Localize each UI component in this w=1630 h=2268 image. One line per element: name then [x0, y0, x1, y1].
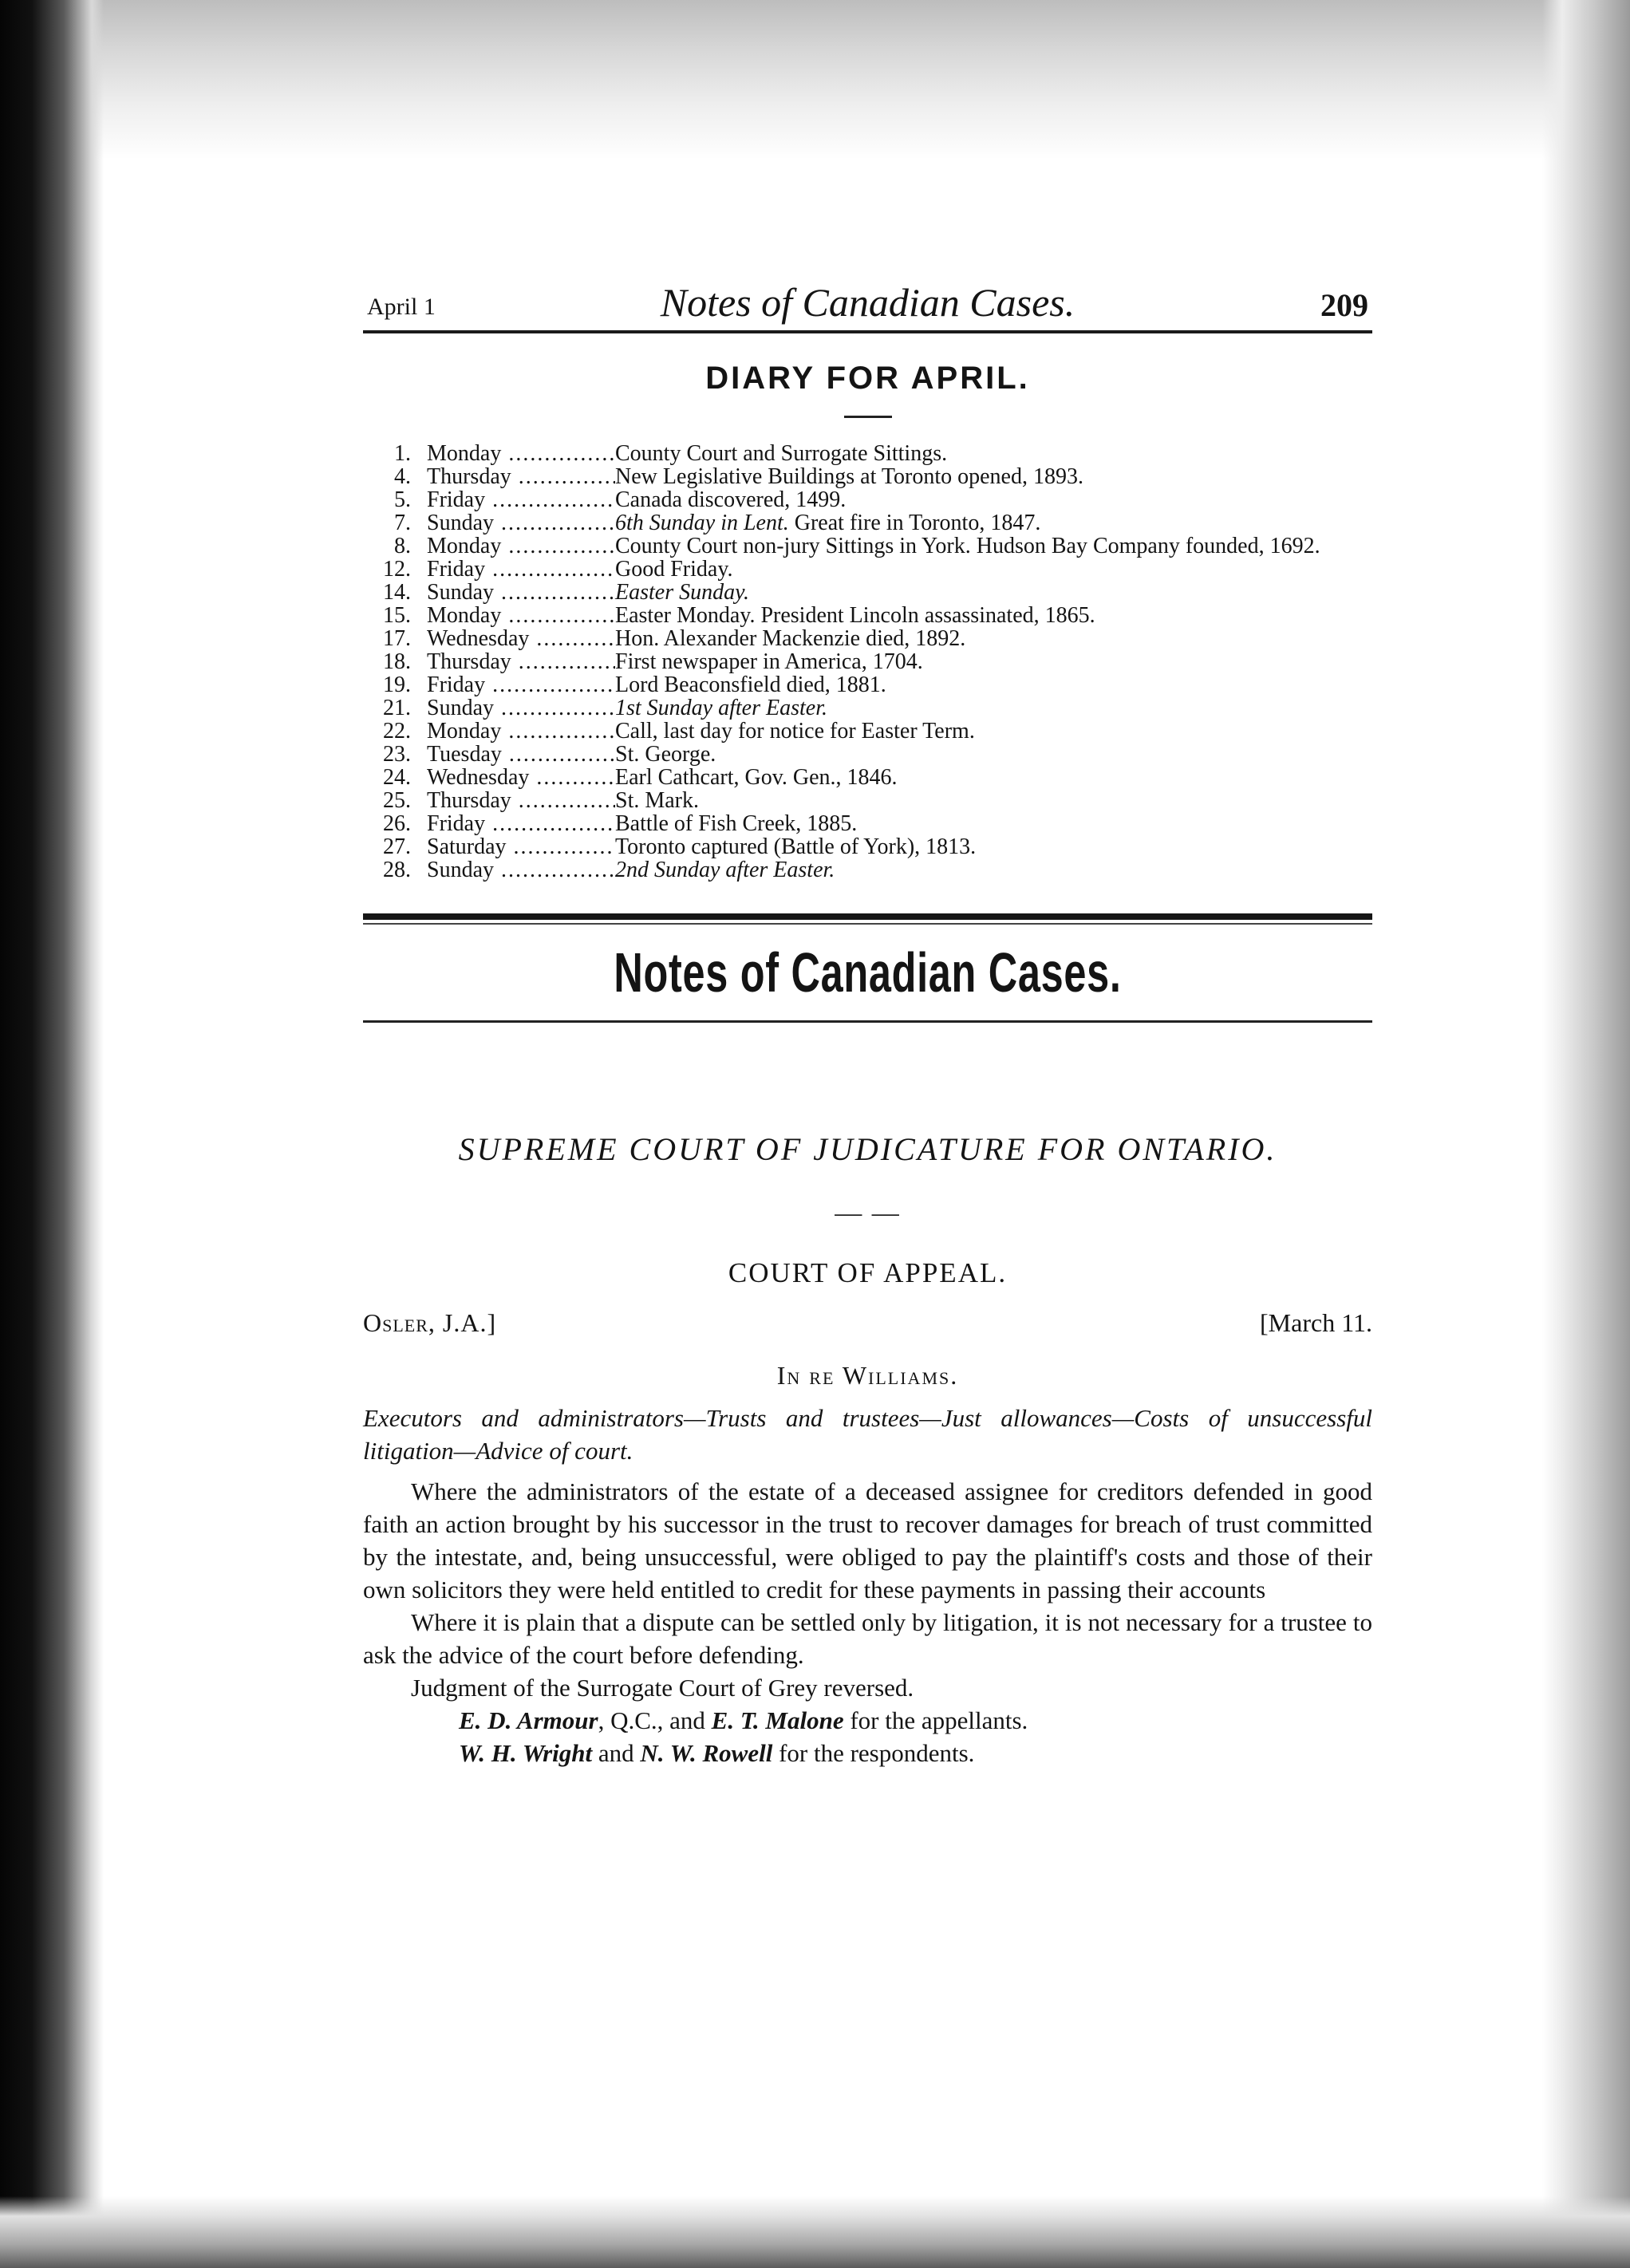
diary-entry-day: Sunday ..... — [427, 858, 615, 882]
document-page — [363, 271, 1372, 1769]
diary-entry-number: 18. — [383, 649, 411, 674]
diary-entry-day: Monday ..... — [427, 534, 615, 558]
diary-entry-number: 26. — [383, 811, 411, 836]
section-title: Notes of Canadian Cases. — [614, 941, 1122, 1004]
diary-entry-number: 21. — [383, 696, 411, 720]
diary-entry-day: Monday ..... — [427, 604, 615, 627]
diary-entry-text: Good Friday. — [615, 557, 733, 582]
diary-entry-text: Easter Monday. President Lincoln assassinated, 1865. — [615, 603, 1095, 628]
diary-entry-day: Sunday ..... — [427, 696, 615, 720]
diary-entry-event — [615, 465, 1372, 488]
scan-bottom-edge — [0, 2196, 1630, 2268]
case-body — [363, 1475, 1372, 1769]
headnote: Executors and administrators—Trusts and trustees—Just allowances—Costs of unsuccessful litigation—Advice of court. — [363, 1404, 1372, 1465]
counsel-respondents — [363, 1737, 1372, 1769]
diary-entry-day: Wednesday ..... — [427, 627, 615, 650]
counsel-name: W. H. Wright — [459, 1739, 593, 1767]
separator: — — — [835, 1198, 901, 1228]
diary-entry-text: Canada discovered, 1499. — [615, 487, 847, 512]
counsel-text: for the appellants. — [843, 1706, 1028, 1734]
diary-entry-event — [615, 534, 1372, 558]
diary-entry-event — [615, 673, 1372, 696]
diary-entry-text: Great fire in Toronto, 1847. — [788, 511, 1041, 535]
diary-entry-number: 19. — [383, 673, 411, 697]
diary-entry-event — [615, 858, 1372, 882]
diary-entry-number: 12. — [383, 557, 411, 582]
court-title: SUPREME COURT OF JUDICATURE FOR ONTARIO. — [458, 1131, 1277, 1167]
diary-entry-italic: 2nd Sunday after Easter. — [615, 858, 835, 882]
diary-entry-day: Monday ..... — [427, 720, 615, 743]
diary-entry — [363, 789, 1372, 812]
diary-entry-number: 1. — [394, 441, 411, 466]
paragraph-1: Where the administrators of the estate of a deceased assignee for creditors defended in good faith an action brought by his successor in the trust to recover damages for breach of trust committed by the intestate, and, being unsuccessful, were obliged to pay the plaintiff's costs and those of their own solicitors they were held entitled to credit for these payments in passing their accounts — [363, 1477, 1372, 1603]
diary-entry-text: Lord Beaconsfield died, 1881. — [615, 673, 886, 697]
diary-entry-event — [615, 650, 1372, 673]
diary-entry-number: 7. — [394, 511, 411, 535]
subcourt-title: COURT OF APPEAL. — [728, 1257, 1008, 1288]
counsel-name: N. W. Rowell — [640, 1739, 773, 1767]
diary-entry-day: Saturday ..... — [427, 835, 615, 858]
page-number: 209 — [1320, 287, 1368, 323]
diary-entry-number: 24. — [383, 765, 411, 790]
diary-entry-text: County Court and Surrogate Sittings. — [615, 441, 948, 466]
diary-entry-number: 15. — [383, 603, 411, 628]
diary-entry — [363, 766, 1372, 789]
diary-entry-number: 22. — [383, 719, 411, 744]
header-title: Notes of Canadian Cases. — [660, 280, 1075, 325]
diary-entry-event — [615, 789, 1372, 812]
diary-entry — [363, 558, 1372, 581]
counsel-name: E. T. Malone — [711, 1706, 844, 1734]
scan-top-edge — [0, 0, 1630, 160]
diary-entry-text: St. George. — [615, 742, 716, 767]
diary-entry-text: First newspaper in America, 1704. — [615, 649, 923, 674]
short-rule — [844, 416, 892, 418]
diary-entry — [363, 835, 1372, 858]
diary-entry-text: Battle of Fish Creek, 1885. — [615, 811, 858, 836]
diary-entry — [363, 627, 1372, 650]
diary-list — [363, 442, 1372, 882]
diary-entry-day: Thursday ..... — [427, 789, 615, 812]
diary-entry-day: Sunday ..... — [427, 511, 615, 534]
diary-entry-text: Earl Cathcart, Gov. Gen., 1846. — [615, 765, 898, 790]
diary-entry-day: Friday ..... — [427, 488, 615, 511]
diary-entry-number: 5. — [394, 487, 411, 512]
diary-entry-event — [615, 812, 1372, 835]
diary-entry-event — [615, 696, 1372, 720]
heavy-rule — [363, 913, 1372, 920]
diary-entry-event — [615, 604, 1372, 627]
diary-entry-italic: 6th Sunday in Lent. — [615, 511, 789, 535]
counsel-text: , Q.C., and — [598, 1706, 712, 1734]
diary-entry-event — [615, 442, 1372, 465]
diary-entry — [363, 673, 1372, 696]
judge-name: Osler, J.A.] — [363, 1308, 497, 1337]
diary-entry-event — [615, 766, 1372, 789]
diary-entry — [363, 720, 1372, 743]
diary-entry-event — [615, 488, 1372, 511]
judge-row — [363, 1308, 1372, 1348]
diary-entry-day: Monday ..... — [427, 442, 615, 465]
diary-entry-text: Toronto captured (Battle of York), 1813. — [615, 834, 977, 859]
heavy-rule-thin — [363, 923, 1372, 925]
diary-entry-text: New Legislative Buildings at Toronto opened, 1893. — [615, 464, 1083, 489]
diary-entry — [363, 743, 1372, 766]
diary-entry-number: 27. — [383, 834, 411, 859]
diary-entry — [363, 812, 1372, 835]
diary-title: DIARY FOR APRIL. — [705, 361, 1030, 396]
diary-entry — [363, 534, 1372, 558]
counsel-appellants — [363, 1704, 1372, 1737]
decision-date: [March 11. — [1260, 1308, 1372, 1337]
diary-entry-number: 25. — [383, 788, 411, 813]
diary-entry — [363, 488, 1372, 511]
diary-entry-event — [615, 511, 1372, 534]
diary-entry-text: Hon. Alexander Mackenzie died, 1892. — [615, 626, 966, 651]
diary-entry-event — [615, 743, 1372, 766]
counsel-name: E. D. Armour — [459, 1706, 598, 1734]
diary-entry-number: 8. — [394, 534, 411, 558]
diary-entry-italic: 1st Sunday after Easter. — [615, 696, 827, 720]
diary-entry-text: County Court non-jury Sittings in York. Hudson Bay Company founded, 1692. — [615, 534, 1320, 558]
counsel-text: for the respondents. — [772, 1739, 975, 1767]
diary-entry — [363, 696, 1372, 720]
diary-entry — [363, 858, 1372, 882]
diary-entry — [363, 442, 1372, 465]
diary-entry — [363, 465, 1372, 488]
judgment: Judgment of the Surrogate Court of Grey reversed. — [411, 1674, 914, 1702]
counsel-text: and — [592, 1739, 641, 1767]
diary-entry-day: Friday ..... — [427, 812, 615, 835]
diary-entry-text: Call, last day for notice for Easter Term. — [615, 719, 975, 744]
diary-entry — [363, 604, 1372, 627]
case-name: In re Williams. — [776, 1361, 959, 1390]
diary-entry-number: 28. — [383, 858, 411, 882]
diary-entry-day: Sunday ..... — [427, 581, 615, 604]
diary-entry — [363, 581, 1372, 604]
scan-left-edge — [0, 0, 104, 2268]
diary-entry-number: 14. — [383, 580, 411, 605]
diary-entry-number: 4. — [394, 464, 411, 489]
running-header — [363, 271, 1372, 333]
section-rule — [363, 1020, 1372, 1023]
header-date: April 1 — [367, 294, 436, 320]
diary-entry-number: 17. — [383, 626, 411, 651]
diary-entry-event — [615, 627, 1372, 650]
diary-entry-day: Thursday ..... — [427, 650, 615, 673]
diary-entry — [363, 511, 1372, 534]
paragraph-2: Where it is plain that a dispute can be settled only by litigation, it is not necessary for a trustee to ask the advice of the court before defending. — [363, 1608, 1372, 1669]
diary-entry-event — [615, 558, 1372, 581]
diary-entry-number: 23. — [383, 742, 411, 767]
diary-entry-event — [615, 720, 1372, 743]
diary-entry-italic: Easter Sunday. — [615, 580, 749, 605]
diary-entry-event — [615, 835, 1372, 858]
diary-entry-text: St. Mark. — [615, 788, 699, 813]
diary-entry-day: Friday ..... — [427, 558, 615, 581]
diary-entry-day: Tuesday ..... — [427, 743, 615, 766]
diary-entry-day: Thursday ..... — [427, 465, 615, 488]
scan-right-edge — [1542, 0, 1630, 2268]
diary-entry-day: Wednesday ..... — [427, 766, 615, 789]
diary-entry-event — [615, 581, 1372, 604]
diary-entry-day: Friday ..... — [427, 673, 615, 696]
diary-entry — [363, 650, 1372, 673]
